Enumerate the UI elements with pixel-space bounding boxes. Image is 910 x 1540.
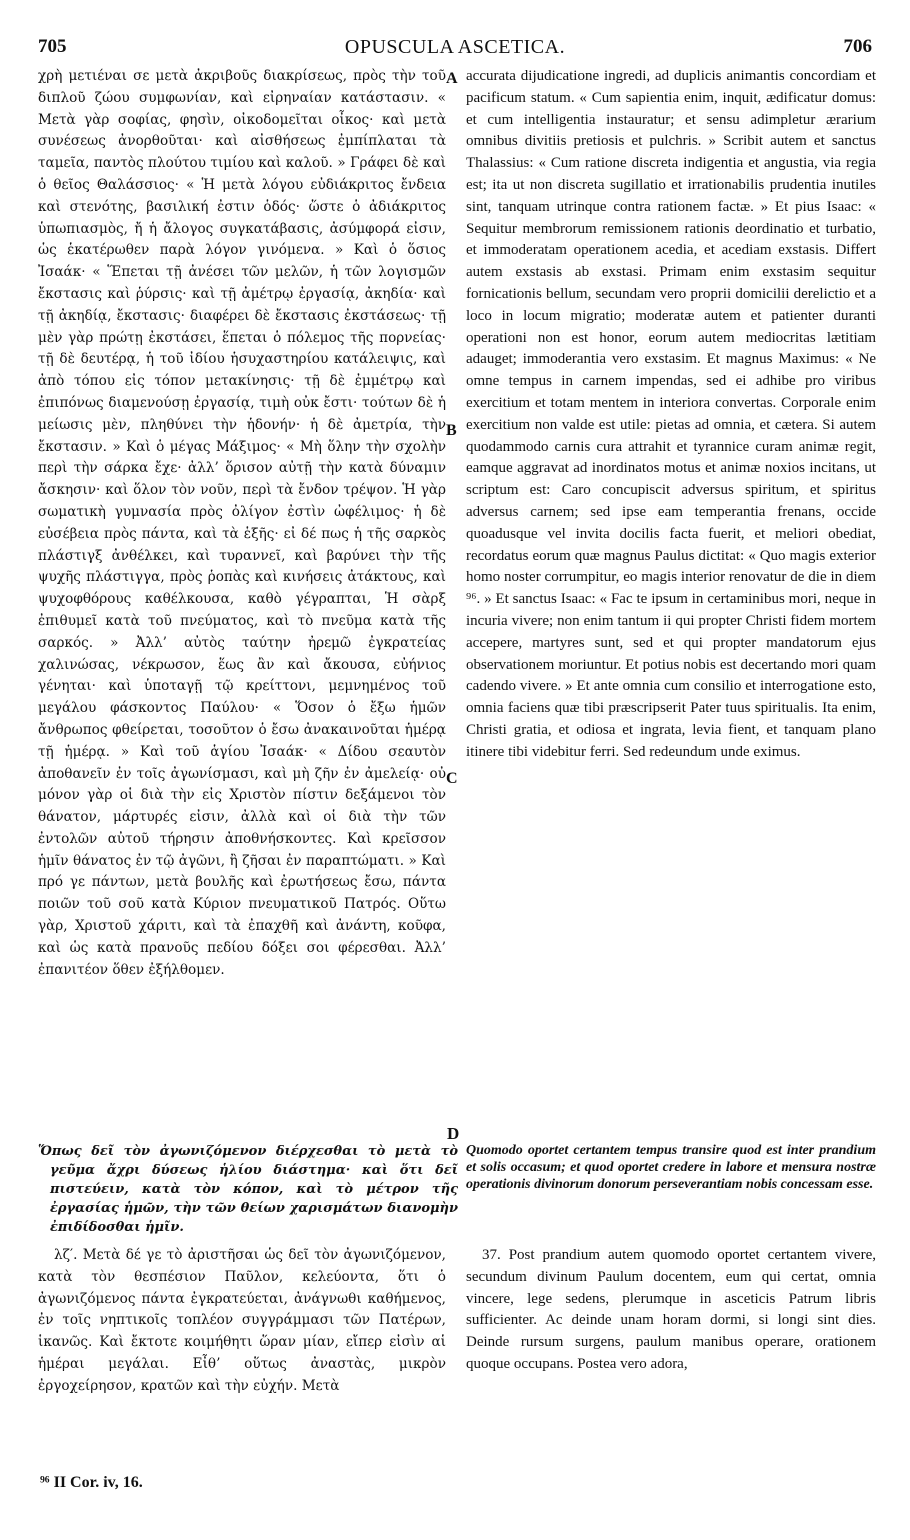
- section-marker-a: A: [446, 70, 458, 87]
- latin-section-title: Quomodo oportet certantem tempus transire quod est inter prandium et solis occasum; et quod oportet credere in labore et mensura nostræ operationis divinorum donorum perseverantiam nobis concessam esse.: [466, 1143, 876, 1192]
- greek-chapter-paragraph: λζ′. Μετὰ δέ γε τὸ ἀριστῆσαι ὡς δεῖ τὸν ἀγωνιζόμενον, κατὰ τὸν θεσπέσιον Παῦλον, κελεύοντα, ὅτι ὁ ἀγωνιζόμενος πάντα ἐγκρατεύεται, ἀνάγνωθι καθήμενος, ἐν τοῖς νηπτικοῖς τοπλέον συγγράμμασι τῶν Πατέρων, ἱκανῶς. Καὶ ἔκτοτε κοιμήθητι ὥραν μίαν, εἴπερ εἰσὶν αἱ ἡμέραι μεγάλαι. Εἶθ’ οὕτως ἀναστὰς, μικρὸν ἐργοχείρησον, κρατῶν καὶ τὴν εὐχήν. Μετὰ: [38, 1247, 446, 1394]
- greek-column: [38, 66, 446, 981]
- running-title: OPUSCULA ASCETICA.: [344, 36, 566, 58]
- greek-section-title: Ὅπως δεῖ τὸν ἀγωνιζόμενον διέρχεσθαι τὸ μετὰ τὸ γεῦμα ἄχρι δύσεως ἡλίου διάστημα· καὶ ὅτι δεῖ πιστεύειν, κατὰ τὸν κόπον, καὶ τὸ μέτρον τῆς ἐργασίας ἡμῶν, τὴν τῶν θείων χαρισμάτων διανομὴν ἐπιδίδοσθαι ἡμῖν.: [38, 1144, 458, 1235]
- latin-chapter-paragraph: 37. Post prandium autem quomodo oportet certantem vivere, secundum divinum Paulum docentem, eum qui certat, omnia vincere, lege sedens, plerumque in asceticis Patrum libris sufficienter. Ac deinde unam horam dormi, si longi sint dies. Deinde rursum surgens, paulum manibus operare, orationem quoque occupans. Postea vero adora,: [466, 1247, 876, 1372]
- section-marker-b: B: [446, 422, 457, 439]
- page-header: [34, 36, 876, 62]
- latin-column: [466, 66, 876, 764]
- latin-body-text: accurata dijudicatione ingredi, ad duplicis animantis concordiam et pacificum statum. « Cum sapientia enim, inquit, ædificatur domus: et cum intelligentia instauratur; et sensu adimpletur ærarium omnibus divitiis pretiosis et pulchris. » Scribit autem et sanctus Thalassius: « Cum ratione discreta indigentia et angustia, via regia est; ita ut non discreta sugillatio et irrationabilis prudentia inutiles sint, tanquam utrinque contra rationem factæ. » Et pius Isaac: « Sequitur membrorum remissionem rationis deordinatio et turbatio, et immoderatam operationem acedia, et acediam exstasis. Differt autem exstasis ab exstasi. Primam enim exstasim sequitur fornicationis bellum, secundam vero proprii domicilii derelictio et a loco in locum migratio; moderatæ autem et patienter duranti operationi non est honor, eorum autem mediocritas lætitiam adauget; immoderantia vero exstasim. Et magnus Maximus: « Ne omne tempus in carnem impendas, sed ei adhibe pro viribus exercitium et totam mentem in interiora convertas. Corporale enim exercitium non valde est utile: pietas ad omnia, et cætera. Si autem quodammodo carnis cura attrahit et tyrannice curam animæ regit, eamque aggravat ad inordinatos motus et animæ noxios incitans, ut scriptum est: Caro concupiscit adversus spiritum, et spiritus adversus carnem; sed ipse eam temperantia frenans, occide quoadusque vel invita docilis facta fuerit, et meliori obediat, recordatus eorum quæ magnus Paulus dictitat: « Quo magis exterior homo noster corrumpitur, eo magis interior renovatur de die in diem ⁹⁶. » Et sanctus Isaac: « Fac te ipsum in certaminibus mori, neque in incuria vivere; non enim tantum ii qui propter Christi fidem mortem accepere, martyres sunt, sed et qui propter mandatorum ejus observationem moriuntur. Et potius nobis est decertando mori quam cadendo vivere. » Et ante omnia cum consilio et interrogatione esto, omnia faciens quæ tibi præscripserit Pater tuus spiritualis. Ita enim, Christi gratia, et odiosa et ingrata, levia fient, et tanquam plano itinere tibi videbitur ferri. Sed redeundum unde eximus.: [466, 68, 876, 760]
- page-number-right: 706: [843, 36, 872, 57]
- page-number-left: 705: [38, 36, 67, 57]
- section-marker-d: D: [447, 1124, 460, 1143]
- footnote: ⁹⁶ II Cor. iv, 16.: [40, 1474, 143, 1491]
- section-marker-c: C: [446, 770, 458, 787]
- greek-body-text: χρὴ μετιέναι σε μετὰ ἀκριβοῦς διακρίσεως, πρὸς τὴν τοῦ διπλοῦ ζώου συμφωνίαν, καὶ εἰρηναίαν κατάστασιν. « Μετὰ γὰρ σοφίας, φησὶν, οἰκοδομεῖται οἶκος· καὶ μετὰ συνέσεως ἀνορθοῦται· καὶ αἰσθήσεως ἐμπίπλαται τὰ ταμεῖα, παντὸς πλούτου τιμίου καὶ καλοῦ. » Γράφει δὲ καὶ ὁ θεῖος Θαλάσσιος· « Ἡ μετὰ λόγου εὐδιάκριτος ἔνδεια καὶ στενότης, βασιλική ἐστιν ὁδός· ὥστε ὁ ἀδιάκριτος ὑπωπιασμὸς, ἤ ἡ ἄλογος συγκατάβασις, ἀσύμφορά εἰσιν, ὡς ἑκατέρωθεν παρὰ λόγον γινόμενα. » Καὶ ὁ ὅσιος Ἰσαάκ· « Ἕπεται τῇ ἀνέσει τῶν μελῶν, ἡ τῶν λογισμῶν ἔκστασις καὶ ῥύρσις· καὶ τῇ ἀμέτρῳ ἐργασίᾳ, ἀκηδία· καὶ τῇ ἀκηδίᾳ, ἔκστασις· διαφέρει δὲ ἔκστασις ἐκστάσεως· τῇ μὲν γὰρ πρώτῃ ἐκστάσει, ἕπεται ὁ πόλεμος τῆς πορνείας· τῇ δὲ δευτέρᾳ, ἡ τοῦ ἰδίου ἡσυχαστηρίου κατάλειψις, καὶ ἀπὸ τόπου εἰς τόπον μετακίνησις· τῇ δὲ ἐμμέτρῳ καὶ ἐπιπόνως διαμενούσῃ ἐργασίᾳ, τιμὴ οὐκ ἔστι· τούτων δὲ ἡ μείωσις μὲν, πληθύνει τὴν ἡδονήν· ἡ δὲ ἀμετρία, τὴν ἔκστασιν. » Καὶ ὁ μέγας Μάξιμος· « Μὴ ὅλην τὴν σχολὴν περὶ τὴν σάρκα ἔχε· ἀλλ’ ὅρισον αὐτῇ τὴν κατὰ δύναμιν ἄσκησιν· καὶ ὅλον τὸν νοῦν, περὶ τὰ ἔνδον τρέψον. Ἡ γὰρ σωματικὴ γυμνασία πρὸς ὀλίγον ἐστὶν ὠφέλιμος· ἡ δὲ εὐσέβεια πρὸς πάντα, καὶ τὰ ἑξῆς· εἰ δέ πως ἡ τῆς σαρκὸς πλάστιγξ ἀνθέλκει, καὶ τυραννεῖ, καὶ βαρύνει τὴν τῆς ψυχῆς πλάστιγγα, πρὸς ῥοπὰς καὶ κινήσεις ἀτάκτους, καὶ ψυχοφθόρους καθέλκουσα, καθὸ γέγραπται, Ἡ σὰρξ ἐπιθυμεῖ κατὰ τοῦ πνεύματος, καὶ τὸ πνεῦμα κατὰ τῆς σαρκός. » Ἀλλ’ αὐτὸς ταύτην ἠρεμῶ ἐγκρατείας χαλινώσας, νέκρωσον, ἕως ἂν καὶ ἄκουσα, εὐήνιος γένηται· καὶ ὑποταγῇ τῷ κρείττονι, μεμνημένος τοῦ μεγάλου φάσκοντος Παύλου· « Ὅσον ὁ ἔξω ἡμῶν ἄνθρωπος φθείρεται, τοσοῦτον ὁ ἔσω ἀνακαινοῦται ἡμέρᾳ τῇ ἡμέρᾳ. » Καὶ τοῦ ἁγίου Ἰσαάκ· « Δίδου σεαυτὸν ἀποθανεῖν ἐν τοῖς ἀγωνίσμασι, καὶ μὴ ζῆν ἐν ἀμελείᾳ· οὐ μόνον γὰρ οἱ διὰ τὴν εἰς Χριστὸν πίστιν δεξάμενοι τὸν θάνατον, μάρτυρές εἰσιν, ἀλλὰ καὶ οἱ διὰ τὴν τῶν ἐντολῶν αὐτοῦ τήρησιν ἀποθνήσκοντες. Καὶ κρεῖσσον ἡμῖν θάνατος ἐν τῷ ἀγῶνι, ἢ ζῆσαι ἐν παραπτώματι. » Καὶ πρό γε πάντων, μετὰ βουλῆς καὶ ἐρωτήσεως ἔσω, πάντα ποιῶν τοῦ σοῦ κατὰ Κύριον πνευματικοῦ Πατρός. Οὕτω γὰρ, Χριστοῦ χάριτι, καὶ τὰ ἐπαχθῆ καὶ ἀνάντη, κοῦφα, καὶ ὡς κατὰ πρανοῦς πεδίου δόξει σοι φέρεσθαι. Ἀλλ’ ἐπανιτέον ὅθεν ἐξήλθομεν.: [38, 68, 446, 978]
